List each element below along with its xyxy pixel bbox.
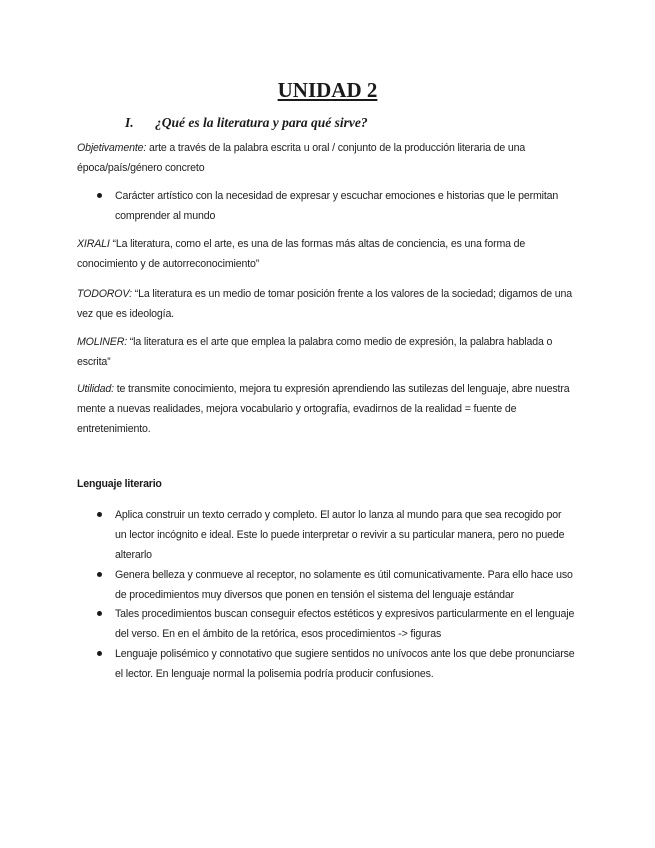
quote-text: “la literatura es el arte que emplea la palabra como medio de expresión, la palabra hablada o escrita” [77,336,553,368]
objective-paragraph [77,138,577,178]
section-heading-lenguaje: Lenguaje literario [77,478,162,490]
objective-text: arte a través de la palabra escrita u oral / conjunto de la producción literaria de una época/país/género concreto [77,142,526,174]
quote-text: “La literatura, como el arte, es una de las formas más altas de conciencia, es una forma de conocimiento y de autorreconocimiento” [77,238,526,270]
bullet-dot [97,512,102,517]
objective-bullet: Carácter artístico con la necesidad de expresar y escuchar emociones e historias que le permitan comprender al mundo [115,190,559,222]
bullet-dot [97,611,102,616]
quote-author: MOLINER: [77,336,128,348]
list-item: Tales procedimientos buscan conseguir efectos estéticos y expresivos particularmente en el lenguaje del verso. En en el ámbito de la retórica, esos procedimientos -> figuras [115,608,575,640]
utility-text: te transmite conocimiento, mejora tu expresión aprendiendo las sutilezas del lenguaje, abre nuestra mente a nuevas realidades, mejora vocabulario y ortografía, evadirnos de la realidad = fuente de entretenimiento. [77,383,570,435]
quote-author: XIRALI [77,238,110,250]
list-item: Aplica construir un texto cerrado y completo. El autor lo lanza al mundo para que sea recogido por un lector incógnito e ideal. Este lo puede interpretar o revivir a su particular manera, pero no puede alterarlo [115,509,565,561]
quote-text: “La literatura es un medio de tomar posición frente a los valores de la sociedad; digamos de una vez que es ideología. [77,288,572,320]
list-item: Lenguaje polisémico y connotativo que sugiere sentidos no unívocos ante los que debe pronunciarse el lector. En lenguaje normal la polisemia podría producir confusiones. [115,648,575,680]
quote-todorov [77,284,577,324]
list-item: Genera belleza y conmueve al receptor, no solamente es útil comunicativamente. Para ello hace uso de procedimientos muy diversos que ponen en tensión el sistema del lenguaje estándar [115,569,573,601]
bullet-dot [97,193,102,198]
utility-paragraph [77,379,577,439]
section-number: I. [125,115,134,130]
section-title-text: ¿Qué es la literatura y para qué sirve? [155,115,368,130]
objective-lead: Objetivamente: [77,142,147,154]
page-title: UNIDAD 2 [277,78,378,102]
section-title [125,115,368,131]
utility-lead: Utilidad: [77,383,114,395]
quote-author: TODOROV: [77,288,132,300]
quote-moliner [77,332,577,372]
quote-xirali [77,234,577,274]
bullet-dot [97,651,102,656]
bullet-dot [97,572,102,577]
